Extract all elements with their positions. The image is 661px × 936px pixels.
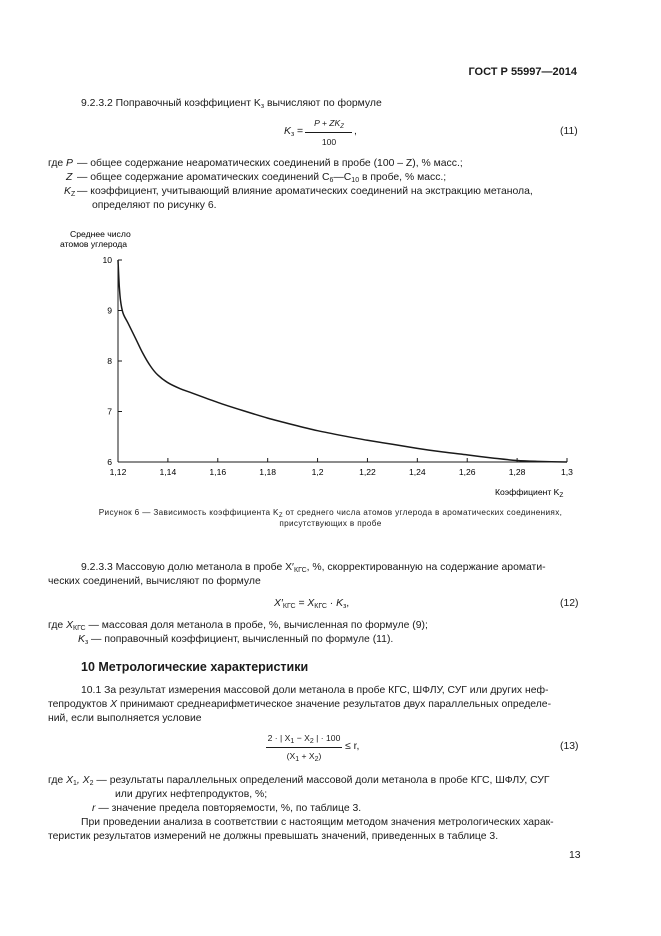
definition-r: r — значение предела повторяемости, %, по таблице 3. <box>92 803 362 814</box>
figure-caption-line-2: присутствующих в пробе <box>279 519 382 528</box>
y-tick-label: 7 <box>107 406 112 417</box>
figure-6-chart <box>40 225 600 500</box>
x-tick-label: 1,26 <box>458 467 476 477</box>
paragraph-10-1-line-1: 10.1 За результат измерения массовой доли метанола в пробе КГС, ШФЛУ, СУГ или других неф- <box>81 685 549 696</box>
page-number: 13 <box>569 850 581 861</box>
x-tick-label: 1,18 <box>259 467 277 477</box>
chart-axes <box>118 260 567 462</box>
x-tick-label: 1,16 <box>209 467 227 477</box>
kz-curve-line <box>118 260 567 462</box>
x-tick-label: 1,28 <box>508 467 526 477</box>
section-10-heading: 10 Метрологические характеристики <box>81 660 309 674</box>
x-tick-label: 1,12 <box>109 467 127 477</box>
formula-12: $X'_{КГС} = X_{КГС} \cdot K_з$, <box>274 598 350 610</box>
figure-caption: Рисунок 6 — Зависимость коэффициента $K_Z$ от среднего числа атомов углерода в ароматических соединениях, <box>98 508 563 519</box>
y-axis-label-line2: атомов углерода <box>60 239 128 249</box>
paragraph-10-1-line-2: тепродуктов X принимают среднеарифметическое значение результатов двух параллельных определе- <box>48 699 552 710</box>
x-tick-label: 1,24 <box>408 467 426 477</box>
paragraph-metrology-line-2: теристик результатов измерений не должны превышать значений, приведенных в таблице 3. <box>48 831 499 842</box>
definition-x-kgs: где $X_{КГС}$ — массовая доля метанола в пробе, %, вычисленная по формуле (9); <box>48 620 428 632</box>
y-tick-label: 6 <box>107 457 112 467</box>
paragraph-metrology-line-1: При проведении анализа в соответствии с настоящим методом значения метрологических харак- <box>81 817 554 828</box>
paragraph-9-2-3-2: 9.2.3.2 Поправочный коэффициент $K_з$ вычисляют по формуле <box>81 98 382 110</box>
x-tick-label: 1,14 <box>159 467 177 477</box>
formula-number-13: (13) <box>560 741 579 752</box>
x-axis-label: Коэффициент $K_Z$ <box>495 487 564 499</box>
definition-x1-x2: где $X_1$, $X_2$ — результаты параллельных определений массовой доли метанола в пробе КГС, ШФЛУ, СУГ <box>48 775 550 787</box>
y-tick-label: 10 <box>102 255 112 265</box>
formula-number-11: (11) <box>560 126 578 137</box>
y-tick-label: 9 <box>107 305 112 316</box>
document-standard-number: ГОСТ Р 55997—2014 <box>468 66 577 78</box>
formula-number-12: (12) <box>560 598 579 609</box>
y-tick-label: 8 <box>107 356 112 366</box>
definition-k-z: $K_з$ — поправочный коэффициент, вычисленный по формуле (11). <box>78 634 394 646</box>
paragraph-9-2-3-3: 9.2.3.3 Массовую долю метанола в пробе $X'_{КГС}$, %, скорректированную на содержание аромати- <box>81 562 546 574</box>
y-axis-label-line1: Среднее число <box>70 229 131 239</box>
x-tick-label: 1,3 <box>561 467 573 477</box>
paragraph-10-1-line-3: ний, если выполняется условие <box>48 713 202 724</box>
x-tick-label: 1,2 <box>311 467 324 477</box>
x-tick-label: 1,22 <box>359 467 376 477</box>
x-axis-ticks <box>110 458 574 477</box>
